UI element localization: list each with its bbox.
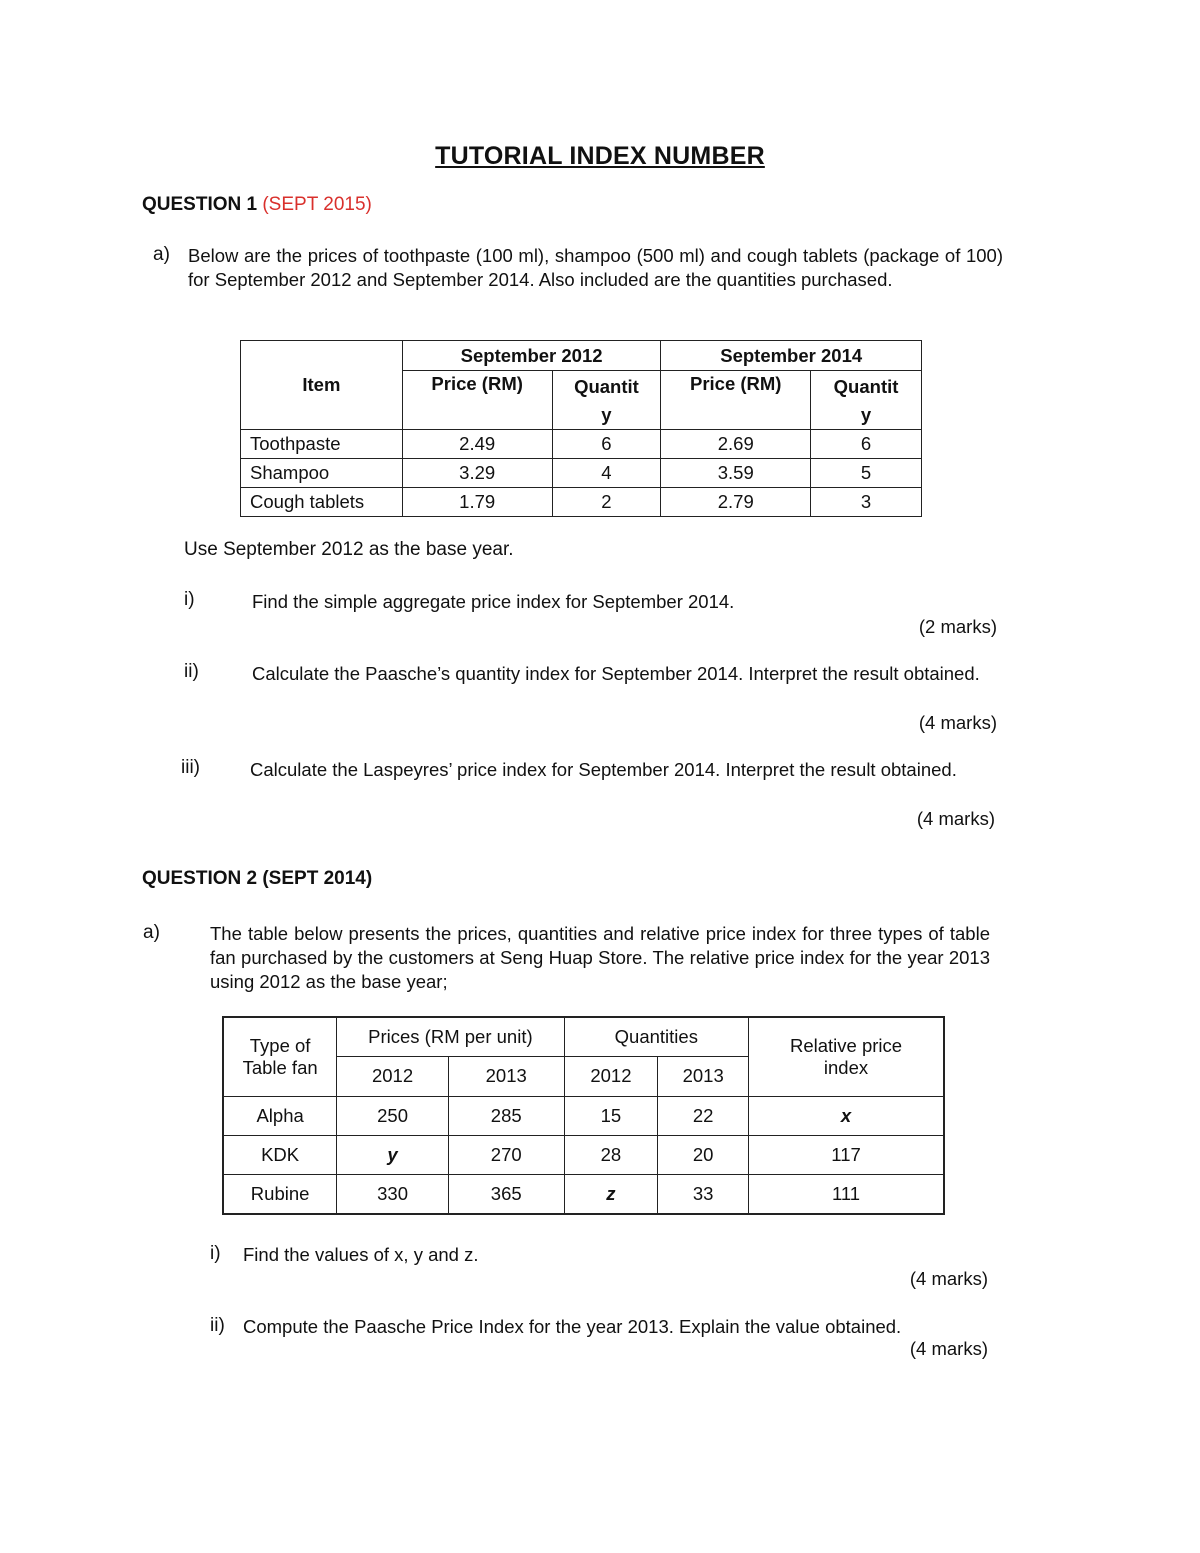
q2-cell-relative-index: x	[749, 1096, 944, 1135]
q2-item-1-num: i)	[210, 1243, 221, 1264]
table-row	[241, 430, 922, 459]
q1-cell-qty-2014: 6	[811, 430, 922, 459]
q2-fan-table	[222, 1016, 945, 1215]
table-row	[241, 488, 922, 517]
q1-intro-text: Below are the prices of toothpaste (100 ml), shampoo (500 ml) and cough tablets (package of 100) for September 2012 and September 2014. Also included are the quantities purchased.	[188, 245, 1003, 290]
q2-header-relative-index: Relative price index	[749, 1017, 944, 1096]
q1-item-1-marks: (2 marks)	[918, 616, 997, 637]
q1-item-1-num: i)	[184, 589, 195, 610]
q2-cell-qty-2013: 33	[658, 1174, 749, 1214]
q1-cell-price-2014: 2.69	[661, 430, 811, 459]
q1-cell-price-2014: 2.79	[661, 488, 811, 517]
q2-header-price-2012: 2012	[337, 1056, 449, 1096]
q2-cell-relative-index: 111	[749, 1174, 944, 1214]
q1-cell-qty-2012: 4	[552, 459, 661, 488]
q2-cell-price-2012: 330	[337, 1174, 449, 1214]
q1-item-3-text: Calculate the Laspeyres’ price index for September 2014. Interpret the result obtained.	[250, 759, 957, 780]
q2-cell-type: KDK	[223, 1135, 337, 1174]
q1-header-qty-2014: Quantit y	[811, 371, 922, 430]
q1-cell-qty-2014: 3	[811, 488, 922, 517]
q1-cell-item: Cough tablets	[241, 488, 403, 517]
q1-cell-price-2012: 2.49	[402, 430, 552, 459]
q2-cell-qty-2012: z	[564, 1174, 658, 1214]
q2-header-type: Type of Table fan	[223, 1017, 337, 1096]
q1-cell-price-2012: 1.79	[402, 488, 552, 517]
q2-cell-price-2012: y	[337, 1135, 449, 1174]
q2-cell-relative-index: 117	[749, 1135, 944, 1174]
q1-header-price-2012: Price (RM)	[402, 371, 552, 430]
q2-header-qty-2013: 2013	[658, 1056, 749, 1096]
q1-item-3-marks: (4 marks)	[916, 808, 995, 829]
table-row	[223, 1135, 944, 1174]
q1-header-price-2014: Price (RM)	[661, 371, 811, 430]
q1-cell-qty-2012: 2	[552, 488, 661, 517]
q1-item-2-text: Calculate the Paasche’s quantity index for September 2014. Interpret the result obtained.	[252, 663, 980, 684]
q1-cell-qty-2012: 6	[552, 430, 661, 459]
q2-item-1-marks: (4 marks)	[909, 1268, 988, 1289]
question-2-heading: QUESTION 2 (SEPT 2014)	[142, 868, 373, 889]
q1-header-item: Item	[241, 341, 403, 430]
table-row	[223, 1096, 944, 1135]
q2-header-price-2013: 2013	[448, 1056, 564, 1096]
q1-cell-price-2014: 3.59	[661, 459, 811, 488]
q2-part-a-label: a)	[143, 922, 160, 943]
q1-item-1-text: Find the simple aggregate price index for September 2014.	[252, 591, 735, 612]
q1-header-sept-2012: September 2012	[402, 341, 661, 371]
q2-cell-qty-2013: 22	[658, 1096, 749, 1135]
q2-header-prices: Prices (RM per unit)	[337, 1017, 564, 1056]
q1-item-3-num: iii)	[181, 757, 200, 778]
q2-cell-price-2013: 285	[448, 1096, 564, 1135]
q2-cell-qty-2012: 15	[564, 1096, 658, 1135]
table-row	[223, 1174, 944, 1214]
q2-cell-price-2013: 270	[448, 1135, 564, 1174]
page-title: TUTORIAL INDEX NUMBER	[435, 142, 765, 170]
q1-cell-qty-2014: 5	[811, 459, 922, 488]
table-row	[241, 459, 922, 488]
q2-cell-price-2012: 250	[337, 1096, 449, 1135]
q2-item-2-marks: (4 marks)	[909, 1338, 988, 1359]
q2-cell-qty-2012: 28	[564, 1135, 658, 1174]
q1-base-year-note: Use September 2012 as the base year.	[184, 539, 514, 560]
q1-header-sept-2014: September 2014	[661, 341, 922, 371]
q1-part-a-label: a)	[153, 244, 170, 265]
q2-header-qty-2012: 2012	[564, 1056, 658, 1096]
q2-item-1-text: Find the values of x, y and z.	[243, 1244, 479, 1265]
q1-item-2-num: ii)	[184, 661, 199, 682]
question-1-tag: (SEPT 2015)	[262, 194, 372, 215]
question-1-label: QUESTION 1	[142, 194, 258, 215]
q2-cell-price-2013: 365	[448, 1174, 564, 1214]
q1-cell-price-2012: 3.29	[402, 459, 552, 488]
q1-cell-item: Toothpaste	[241, 430, 403, 459]
q2-intro-text: The table below presents the prices, quantities and relative price index for three types of table fan purchased by the customers at Seng Huap Store. The relative price index for the year 2013 using 2012 as the base year;	[210, 923, 990, 992]
question-1-heading	[142, 194, 372, 216]
q1-cell-item: Shampoo	[241, 459, 403, 488]
q1-item-2-marks: (4 marks)	[918, 712, 997, 733]
q1-header-qty-2012: Quantit y	[552, 371, 661, 430]
q2-item-2-num: ii)	[210, 1315, 225, 1336]
q2-cell-qty-2013: 20	[658, 1135, 749, 1174]
q2-item-2-text: Compute the Paasche Price Index for the year 2013. Explain the value obtained.	[243, 1316, 902, 1337]
q2-cell-type: Rubine	[223, 1174, 337, 1214]
q2-cell-type: Alpha	[223, 1096, 337, 1135]
q1-price-table	[240, 340, 922, 517]
q2-header-quantities: Quantities	[564, 1017, 749, 1056]
